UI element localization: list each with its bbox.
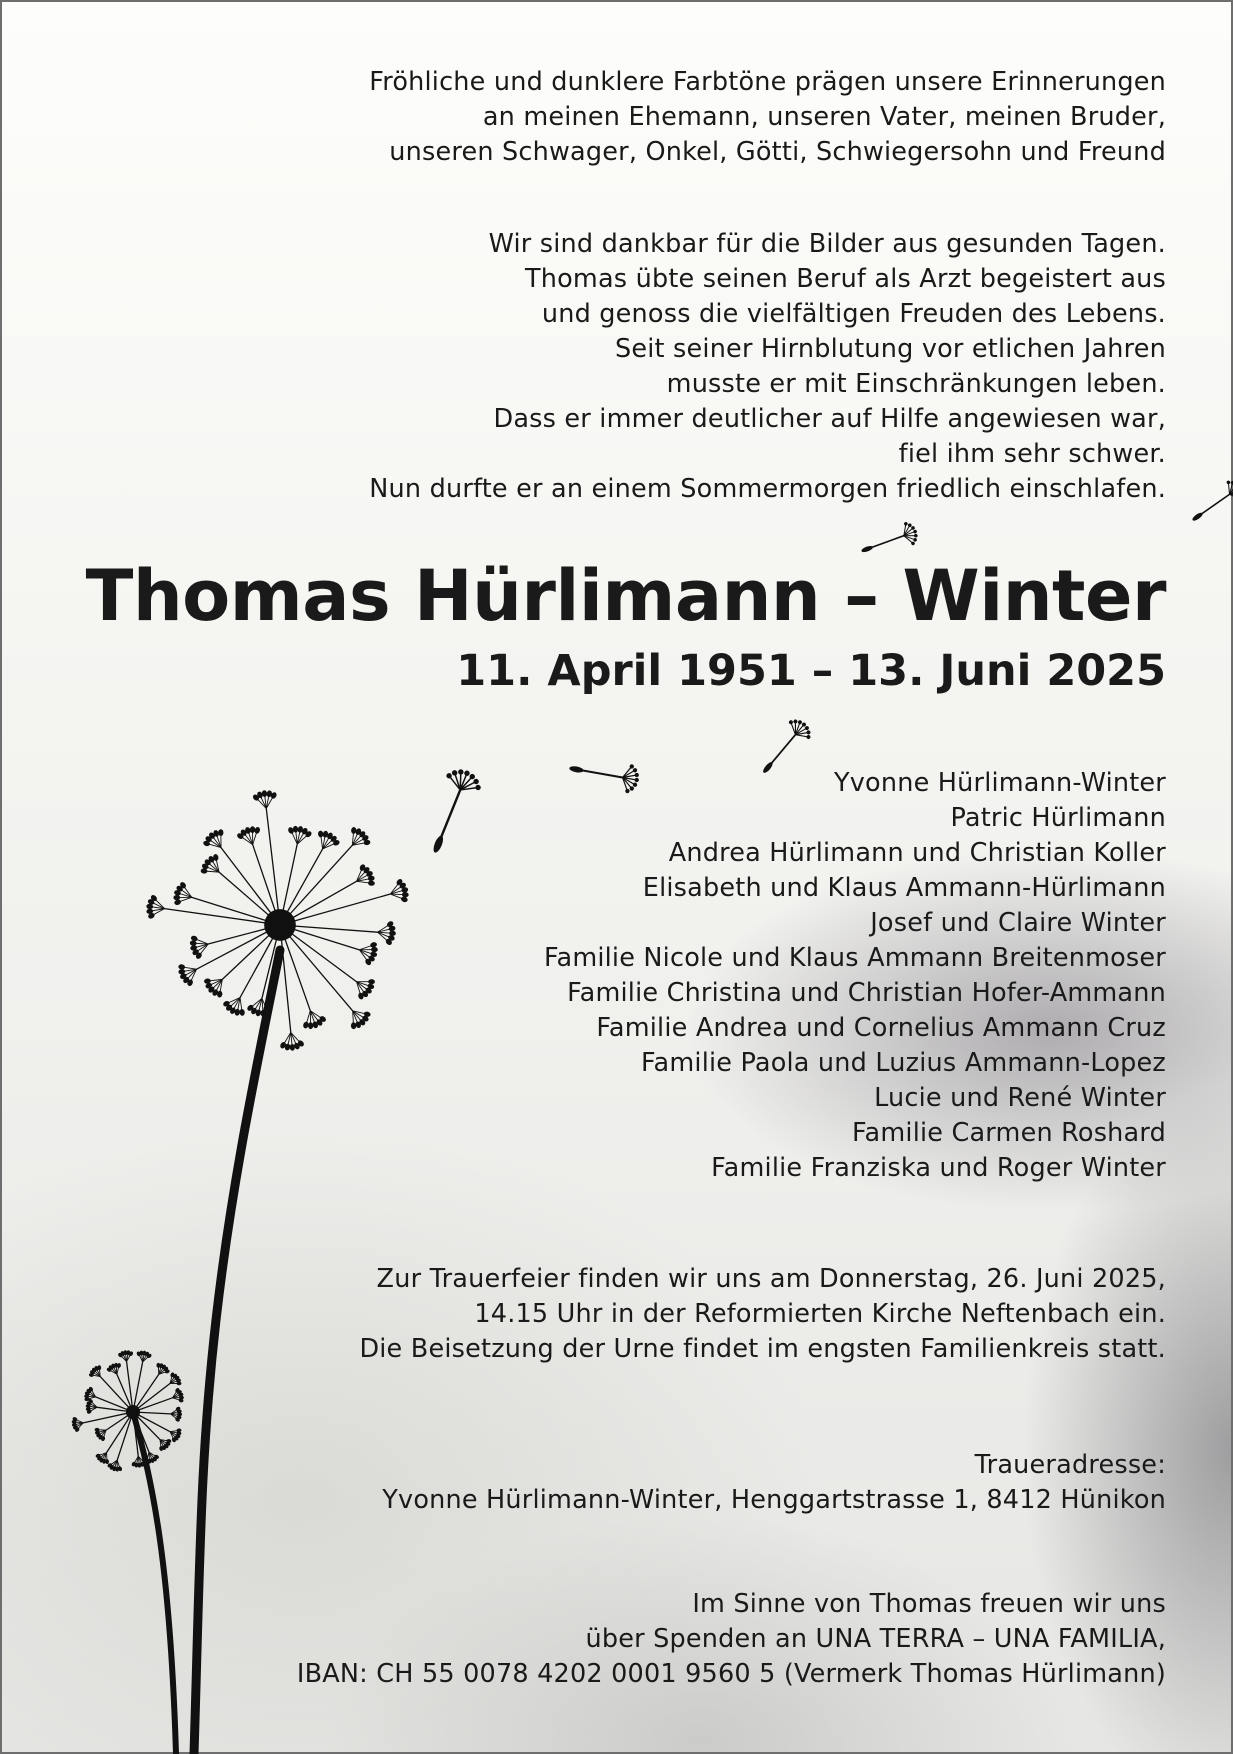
mourner-name: Familie Carmen Roshard	[852, 1118, 1166, 1148]
mourner-name: Familie Paola und Luzius Ammann-Lopez	[641, 1048, 1166, 1078]
address-value: Yvonne Hürlimann-Winter, Henggartstrasse 1, 8412 Hünikon	[382, 1485, 1166, 1515]
mourning-address	[382, 1448, 1166, 1518]
address-label: Traueradresse:	[974, 1450, 1166, 1480]
mourner-name: Familie Christina und Christian Hofer-Ammann	[567, 978, 1166, 1008]
dandelion-large-icon	[146, 790, 409, 1051]
donation-info	[297, 1587, 1166, 1692]
dandelion-seed-icon	[418, 764, 485, 859]
story-line: und genoss die vielfältigen Freuden des Lebens.	[541, 299, 1166, 329]
mourners-list	[544, 766, 1166, 1186]
intro-line: Fröhliche und dunklere Farbtöne prägen unsere Erinnerungen	[369, 67, 1166, 97]
story-paragraph	[369, 227, 1166, 507]
life-dates: 11. April 1951 – 13. Juni 2025	[456, 646, 1166, 696]
story-line: Nun durfte er an einem Sommermorgen friedlich einschlafen.	[369, 474, 1166, 504]
mourner-name: Andrea Hürlimann und Christian Koller	[668, 838, 1166, 868]
mourner-name: Patric Hürlimann	[950, 803, 1166, 833]
intro-line: unseren Schwager, Onkel, Götti, Schwiegersohn und Freund	[389, 137, 1166, 167]
mourner-name: Familie Andrea und Cornelius Ammann Cruz	[596, 1013, 1166, 1043]
deceased-name: Thomas Hürlimann – Winter	[85, 555, 1166, 637]
story-line: Dass er immer deutlicher auf Hilfe angewiesen war,	[493, 404, 1166, 434]
story-line: Thomas übte seinen Beruf als Arzt begeistert aus	[524, 264, 1166, 294]
mourner-name: Josef und Claire Winter	[870, 908, 1166, 938]
mourner-name: Yvonne Hürlimann-Winter	[833, 768, 1166, 798]
ceremony-line: Die Beisetzung der Urne findet im engsten Familienkreis statt.	[359, 1334, 1166, 1364]
story-line: Wir sind dankbar für die Bilder aus gesunden Tagen.	[488, 229, 1166, 259]
dandelion-seed-icon	[1186, 476, 1233, 530]
mourner-name: Familie Nicole und Klaus Ammann Breitenmoser	[543, 943, 1166, 973]
intro-paragraph	[369, 65, 1166, 170]
dandelion-large-stem	[194, 950, 280, 1754]
donation-line: über Spenden an UNA TERRA – UNA FAMILIA,	[585, 1624, 1166, 1654]
ceremony-info	[359, 1262, 1166, 1367]
story-line: Seit seiner Hirnblutung vor etlichen Jahren	[614, 334, 1166, 364]
ceremony-line: 14.15 Uhr in der Reformierten Kirche Neftenbach ein.	[474, 1299, 1166, 1329]
dandelion-small-icon	[72, 1350, 184, 1472]
intro-line: an meinen Ehemann, unseren Vater, meinen Bruder,	[482, 102, 1166, 132]
donation-line: IBAN: CH 55 0078 4202 0001 9560 5 (Vermerk Thomas Hürlimann)	[296, 1659, 1166, 1689]
mourner-name: Lucie und René Winter	[874, 1083, 1166, 1113]
ceremony-line: Zur Trauerfeier finden wir uns am Donnerstag, 26. Juni 2025,	[376, 1264, 1166, 1294]
story-line: musste er mit Einschränkungen leben.	[666, 369, 1166, 399]
story-line: fiel ihm sehr schwer.	[898, 439, 1166, 469]
donation-line: Im Sinne von Thomas freuen wir uns	[692, 1589, 1166, 1619]
mourner-name: Familie Franziska und Roger Winter	[711, 1153, 1166, 1183]
mourner-name: Elisabeth und Klaus Ammann-Hürlimann	[642, 873, 1166, 903]
